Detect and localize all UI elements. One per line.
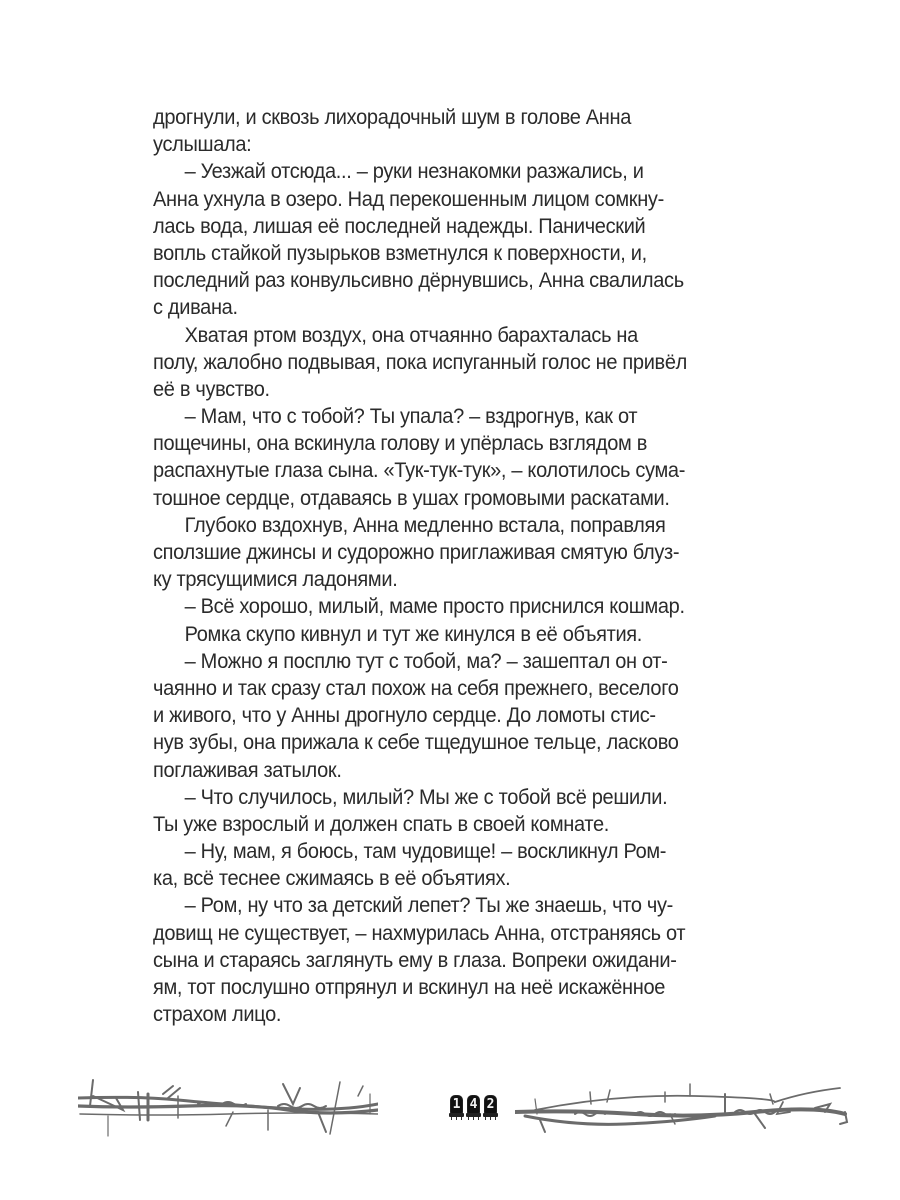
text-line: – Уезжай отсюда... – руки незнакомки разжались, и	[184, 159, 644, 184]
nixie-tube-icon	[466, 1094, 481, 1120]
text-line: и живого, что у Анны дрогнуло сердце. До ломоты стис-	[153, 703, 656, 728]
text-line: страхом лицо.	[153, 1002, 282, 1027]
text-line: ям, тот послушно отпрянул и вскинул на неё искажённое	[153, 975, 666, 999]
text-line: – Что случилось, милый? Мы же с тобой всё решили.	[184, 784, 668, 809]
text-line: Анна ухнула в озеро. Над перекошенным лицом сомкну-	[153, 186, 664, 211]
barbed-wire-icon	[78, 1076, 378, 1146]
barbed-wire-icon	[515, 1074, 855, 1144]
text-line: распахнутые глаза сына. «Тук-тук-тук», – колотилось сума-	[153, 458, 686, 483]
page-number	[449, 1094, 498, 1120]
text-line: Глубоко вздохнув, Анна медленно встала, поправляя	[184, 512, 666, 537]
text-line: – Мам, что с тобой? Ты упала? – вздрогнув, как от	[184, 404, 638, 429]
nixie-tube-icon	[449, 1094, 464, 1120]
text-line: Ты уже взрослый и должен спать в своей комнате.	[153, 811, 609, 836]
text-line: нув зубы, она прижала к себе тщедушное тельце, ласково	[153, 730, 679, 755]
text-line: поглаживая затылок.	[153, 757, 342, 782]
text-line: Ромка скупо кивнул и тут же кинулся в её объятия.	[184, 621, 643, 646]
text-line: сползшие джинсы и судорожно приглаживая смятую блуз-	[153, 540, 680, 564]
text-line: сына и стараясь заглянуть ему в глаза. Вопреки ожидани-	[153, 947, 677, 972]
page-body-text	[153, 104, 773, 1028]
text-line: её в чувство.	[153, 376, 270, 401]
text-line: ку трясущимися ладонями.	[153, 567, 398, 592]
text-line: тошное сердце, отдаваясь в ушах громовыми раскатами.	[153, 485, 670, 510]
text-line: дрогнули, и сквозь лихорадочный шум в голове Анна	[153, 105, 632, 129]
text-line: чаянно и так сразу стал похож на себя прежнего, веселого	[153, 675, 679, 700]
text-line: вопль стайкой пузырьков взметнулся к поверхности, и,	[153, 240, 647, 265]
page-digit: 2	[486, 1097, 495, 1112]
text-line: ка, всё теснее сжимаясь в её объятиях.	[153, 866, 511, 891]
nixie-tube-icon	[483, 1094, 498, 1120]
text-line: полу, жалобно подвывая, пока испуганный голос не привёл	[153, 349, 687, 374]
page-digit: 4	[469, 1097, 478, 1112]
text-line: услышала:	[153, 132, 252, 157]
text-line: – Можно я посплю тут с тобой, ма? – зашептал он от-	[184, 648, 668, 673]
page-footer	[0, 1070, 900, 1160]
text-line: – Ну, мам, я боюсь, там чудовище! – воскликнул Ром-	[184, 839, 667, 864]
text-line: – Ром, ну что за детский лепет? Ты же знаешь, что чу-	[184, 893, 673, 918]
text-line: пощечины, она вскинула голову и упёрлась взглядом в	[153, 431, 648, 456]
text-line: лась вода, лишая её последней надежды. Панический	[153, 213, 646, 238]
page-digit: 1	[452, 1097, 461, 1112]
text-line: Хватая ртом воздух, она отчаянно барахталась на	[184, 322, 638, 347]
text-line: довищ не существует, – нахмурилась Анна, отстраняясь от	[153, 920, 686, 945]
text-line: – Всё хорошо, милый, маме просто приснился кошмар.	[184, 594, 685, 619]
text-line: с дивана.	[153, 295, 238, 320]
text-line: последний раз конвульсивно дёрнувшись, Анна свалилась	[153, 268, 684, 293]
